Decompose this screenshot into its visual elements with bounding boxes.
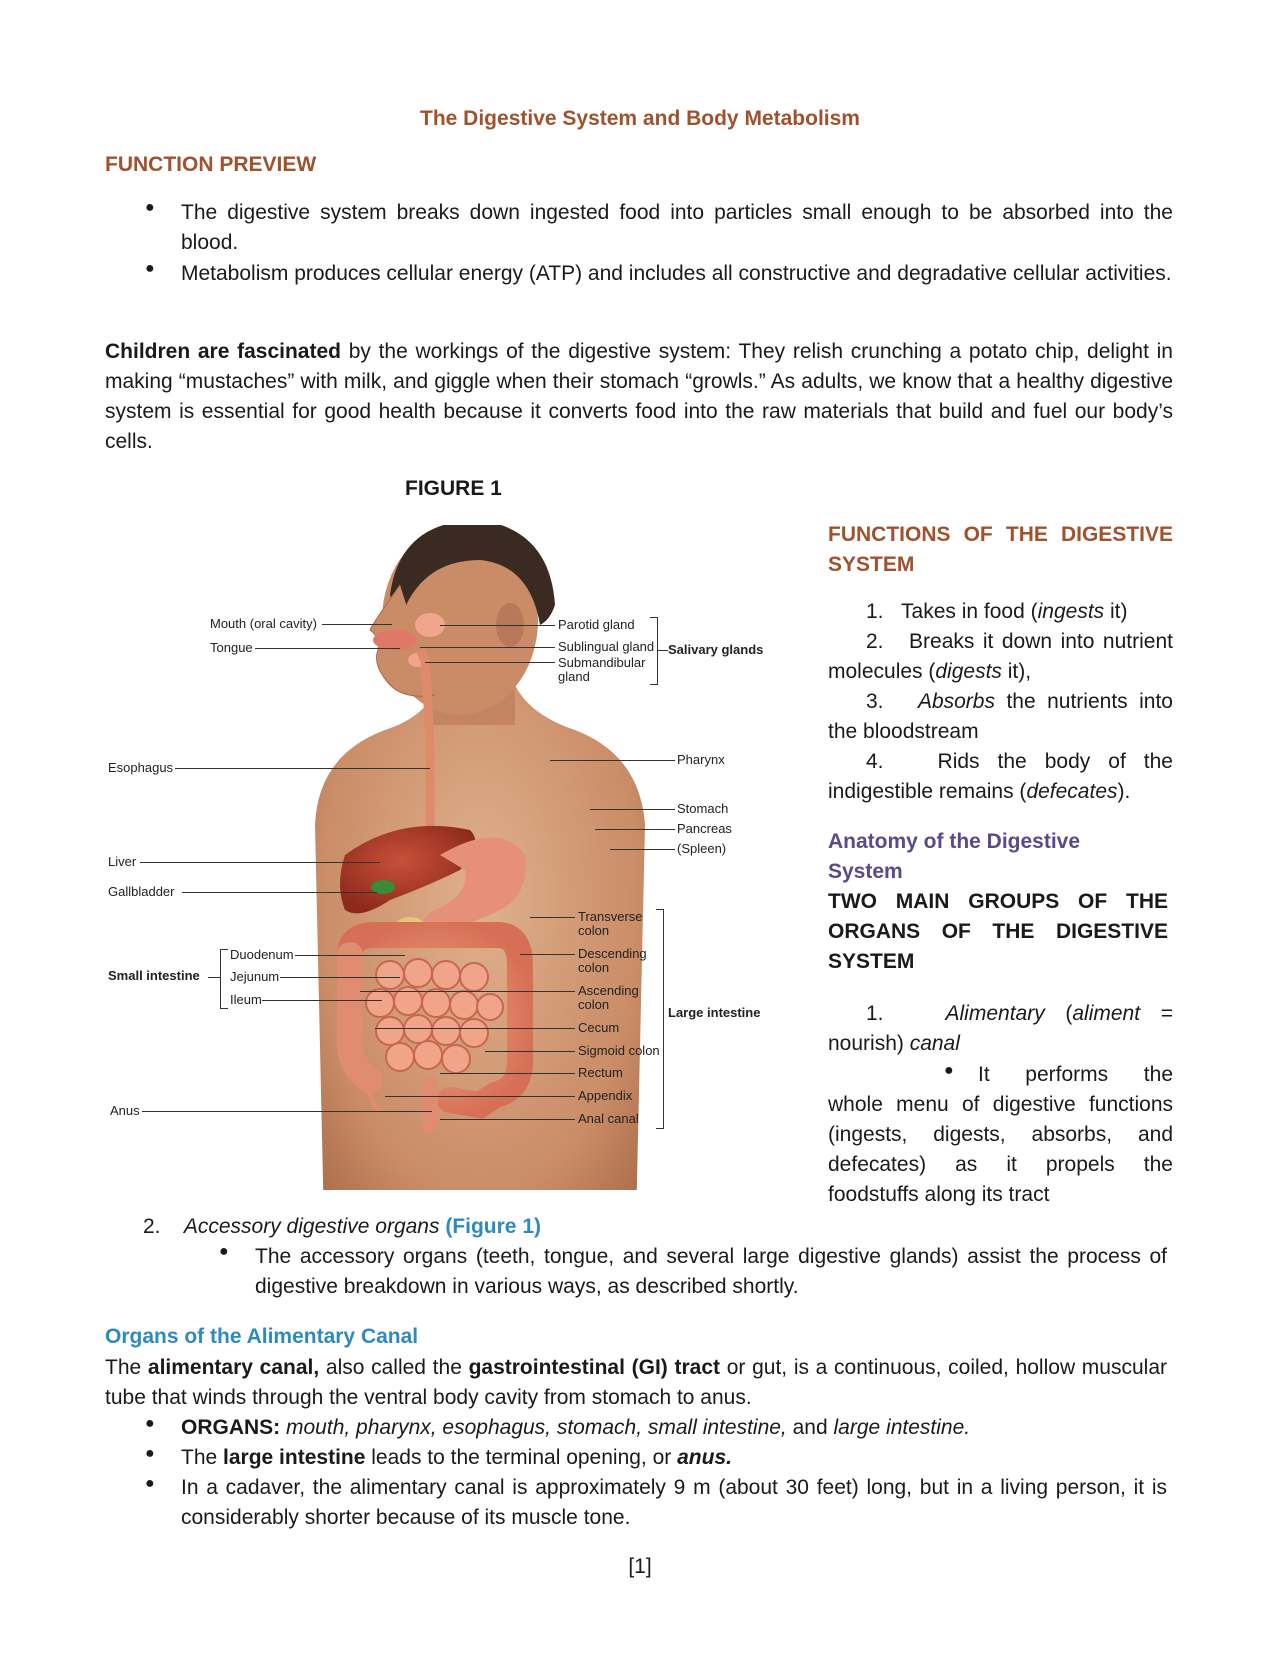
leader-line [262,1000,382,1001]
leader-line [322,624,392,625]
leader-line [182,892,377,893]
bullet-icon: ● [145,199,155,216]
leader-line [610,849,675,850]
label-large-intestine: Large intestine [668,1005,761,1020]
anatomy-heading: Anatomy of the Digestive System [828,830,1081,883]
bullet-icon: ● [145,1445,155,1462]
leader-line [520,954,575,955]
leader-line [175,768,430,769]
figure-caption: FIGURE 1 [405,477,502,500]
small-intestine-bracket [220,949,228,1009]
leader-line [658,650,668,651]
leader-line [255,648,400,649]
label-mouth: Mouth (oral cavity) [210,616,317,631]
organs-heading: Organs of the Alimentary Canal [105,1325,419,1348]
group2-item: 2. Accessory digestive organs (Figure 1) [143,1215,541,1238]
section-heading-function-preview: FUNCTION PREVIEW [105,153,317,176]
label-esophagus: Esophagus [108,760,174,775]
organs-paragraph: The alimentary canal, also called the gastrointestinal (GI) tract or gut, is a continuous, coiled, hollow muscular tube that winds through the ventral body cavity from stomach to anus. [105,1356,1167,1409]
leader-line [590,809,675,810]
label-descending-colon-1: Descending [578,946,647,961]
leader-line [385,1096,575,1097]
leader-line [360,991,575,992]
list-item: 4. Rids the body of the indigestible remains (defecates). [828,750,1173,803]
label-parotid-gland: Parotid gland [558,617,635,632]
bullet-icon: ● [219,1243,229,1260]
label-ascending-colon-2: colon [578,997,610,1012]
leader-line [295,955,405,956]
figure-reference[interactable]: (Figure 1) [445,1215,541,1238]
list-item: In a cadaver, the alimentary canal is approximately 9 m (about 30 feet) long, but in a living person, it is considerably shorter because of its muscle tone. [181,1476,1167,1529]
label-transverse-colon-2: colon [578,923,610,938]
group2-bullet: The accessory organs (teeth, tongue, and several large digestive glands) assist the process of digestive breakdown in various ways, as described shortly. [255,1245,1167,1298]
label-liver: Liver [108,854,137,869]
list-item: The digestive system breaks down ingested food into particles small enough to be absorbed into the blood. [181,201,1173,254]
bullet-icon: ● [145,1475,155,1492]
label-spleen: (Spleen) [677,841,727,856]
leader-line [425,662,555,663]
oral-cavity [373,630,417,650]
salivary-bracket [650,617,658,685]
leader-line [208,977,220,978]
bullet-icon: ● [944,1062,954,1079]
page-number: [1] [628,1555,652,1578]
bullet-icon: ● [145,260,155,277]
label-transverse-colon-1: Transverse [578,909,643,924]
functions-heading: FUNCTIONS OF THE DIGESTIVE SYSTEM [828,523,1173,576]
label-descending-colon-2: colon [578,960,610,975]
leader-line [595,829,675,830]
intro-text: by the workings of the digestive system: They relish crunching a potato chip, delight in making “mustaches” with milk, and giggle when their stomach “growls.” As adults, we know that a healthy digestive system is essential for good health because it converts food into the raw materials that build and fuel our body’s cells. [105,340,1173,453]
label-submandibular-gland-2: gland [558,669,590,684]
leader-line [140,862,380,863]
label-salivary-glands: Salivary glands [668,642,764,657]
digestive-system-figure [100,525,820,1190]
groups-heading: TWO MAIN GROUPS OF THE ORGANS OF THE DIGESTIVE SYSTEM [828,890,1168,973]
label-submandibular-gland-1: Submandibular [558,655,646,670]
list-item: 1. Takes in food (ingests it) [866,600,1128,623]
leader-line [530,917,575,918]
label-ascending-colon-1: Ascending [578,983,639,998]
intro-bold-lead: Children are fascinated [105,340,341,363]
leader-line [440,625,555,626]
label-pancreas: Pancreas [677,821,732,836]
label-sigmoid-colon: Sigmoid colon [578,1043,660,1058]
label-jejunum: Jejunum [230,969,280,984]
list-item: Metabolism produces cellular energy (ATP) and includes all constructive and degradative cellular activities. [181,262,1172,285]
list-item: 2. Breaks it down into nutrient molecules (digests it), [828,630,1173,683]
label-cecum: Cecum [578,1020,620,1035]
leader-line [440,1073,575,1074]
leader-line [375,1028,575,1029]
label-stomach: Stomach [677,801,729,816]
list-item: The large intestine leads to the terminal opening, or anus. [181,1446,732,1469]
leader-line [280,977,400,978]
label-rectum: Rectum [578,1065,623,1080]
list-item: 3. Absorbs the nutrients into the bloodstream [828,690,1173,743]
leader-line [440,1119,575,1120]
label-small-intestine: Small intestine [108,968,200,983]
label-anal-canal: Anal canal [578,1111,639,1126]
bullet-icon: ● [145,1415,155,1432]
label-ileum: Ileum [230,992,262,1007]
label-duodenum: Duodenum [230,947,294,962]
group1-bullet: It performs the whole menu of digestive functions (ingests, digests, absorbs, and defecates) as it propels the foodstuffs along its tract [828,1063,1173,1206]
leader-line [420,647,555,648]
label-anus: Anus [110,1103,140,1118]
list-item: ORGANS: mouth, pharynx, esophagus, stomach, small intestine, and large intestine. [181,1416,971,1439]
intro-paragraph [105,337,1173,457]
label-appendix: Appendix [578,1088,633,1103]
leader-line [485,1051,575,1052]
large-intestine-bracket [656,909,664,1129]
group1-item: 1. Alimentary (aliment = nourish) canal [828,1002,1173,1055]
leader-line [142,1111,432,1112]
label-tongue: Tongue [210,640,253,655]
leader-line [550,760,675,761]
page-title: The Digestive System and Body Metabolism [420,107,860,130]
label-gallbladder: Gallbladder [108,884,175,899]
label-pharynx: Pharynx [677,752,725,767]
label-sublingual-gland: Sublingual gland [558,639,655,654]
